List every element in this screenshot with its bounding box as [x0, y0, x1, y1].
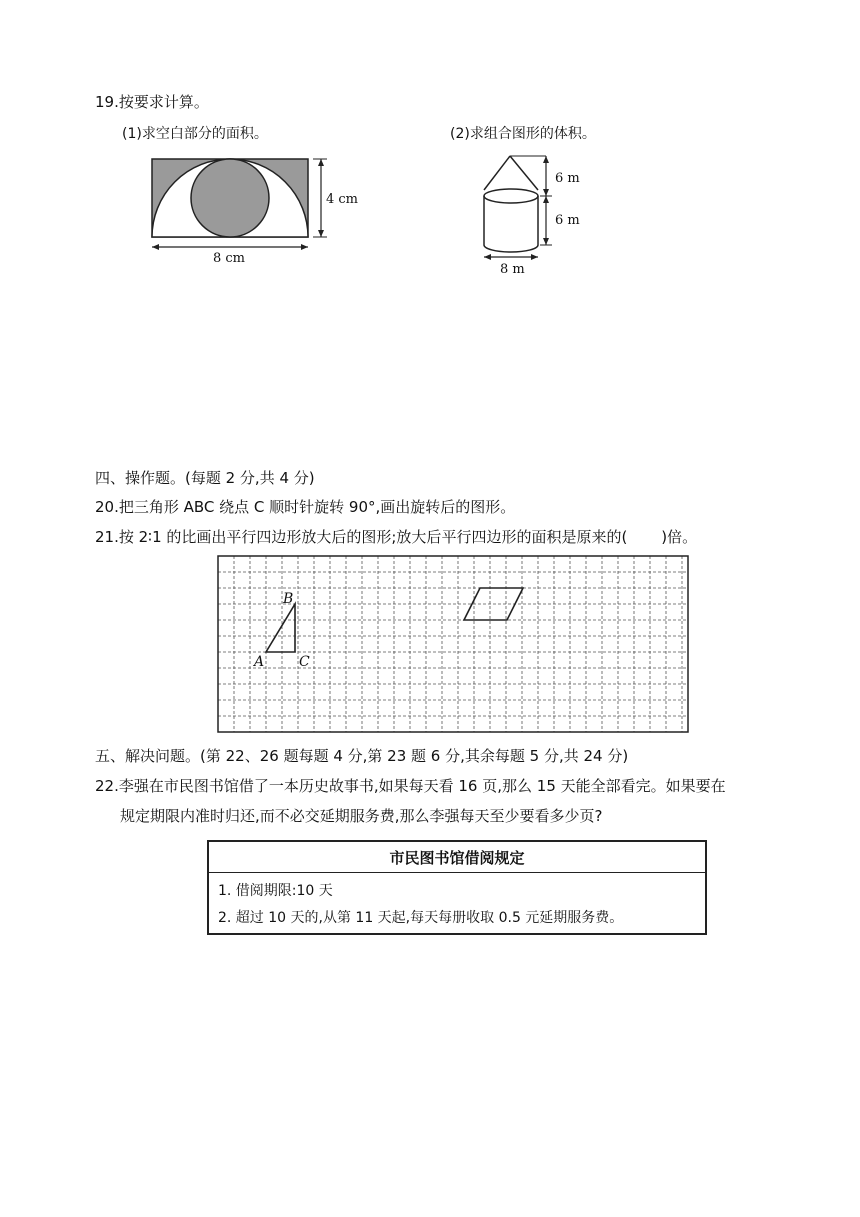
- fig1-height-label: 4 cm: [326, 192, 359, 207]
- triangle-abc: [266, 604, 295, 652]
- rules-title: 市民图书馆借阅规定: [389, 849, 525, 867]
- rule-1: 1. 借阅期限:10 天: [218, 883, 333, 899]
- fig2-width-label: 8 m: [500, 262, 525, 277]
- q21-text-a: 21.按 2∶1 的比画出平行四边形放大后的图形;放大后平行四边形的面积是原来的(: [95, 528, 628, 546]
- fig2-top-ellipse: [484, 189, 538, 203]
- point-a-label: A: [254, 654, 265, 670]
- q20-text: 20.把三角形 ABC 绕点 C 顺时针旋转 90°,画出旋转后的图形。: [95, 498, 516, 516]
- rules-box: [207, 840, 707, 935]
- fig2-cyl-label: 6 m: [555, 213, 580, 228]
- grid-lines: [218, 556, 688, 732]
- fig2-cone-left: [484, 156, 510, 190]
- point-c-label: C: [299, 654, 310, 670]
- q19-part1-label: (1)求空白部分的面积。: [122, 126, 268, 142]
- fig2-cone-label: 6 m: [555, 171, 580, 186]
- section5-heading: 五、解决问题。(第 22、26 题每题 4 分,第 23 题 6 分,其余每题 5 分,共 24 分): [95, 747, 629, 765]
- section4-heading: 四、操作题。(每题 2 分,共 4 分): [95, 469, 315, 487]
- q19-part2-label: (2)求组合图形的体积。: [450, 126, 596, 142]
- point-b-label: B: [283, 591, 294, 607]
- q22-line1: 22.李强在市民图书馆借了一本历史故事书,如果每天看 16 页,那么 15 天能全部看完。如果要在: [95, 777, 726, 795]
- square-grid: [218, 556, 698, 736]
- fig1-width-label: 8 cm: [213, 251, 246, 266]
- rule-2: 2. 超过 10 天的,从第 11 天起,每天每册收取 0.5 元延期服务费。: [218, 910, 624, 926]
- q22-line2: 规定期限内准时归还,而不必交延期服务费,那么李强每天至少要看多少页?: [120, 807, 603, 825]
- q19-title: 19.按要求计算。: [95, 93, 209, 111]
- fig1-circle: [191, 159, 269, 237]
- rules-divider: [209, 872, 705, 873]
- grid-border: [218, 556, 688, 732]
- q21-text-b: )倍。: [661, 528, 698, 546]
- fig2-cone-right: [510, 156, 538, 190]
- figure-semicircle-circle: [145, 152, 385, 282]
- fig2-bottom-ellipse: [484, 245, 538, 252]
- q21-text: [95, 528, 697, 546]
